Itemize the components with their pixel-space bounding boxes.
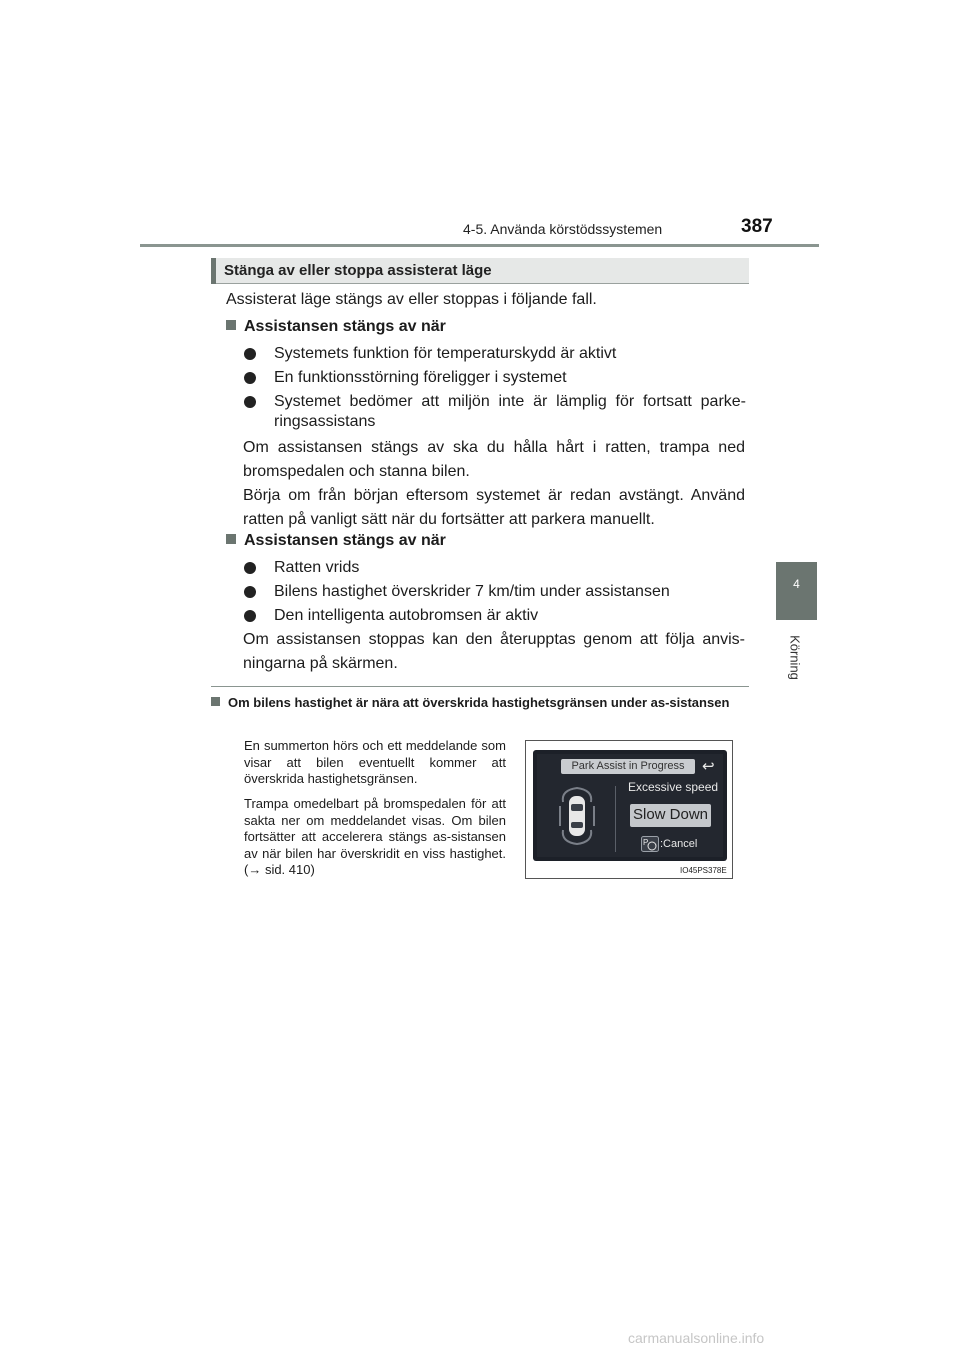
list-item-continuation: ringsassistans [274, 413, 376, 430]
figure-code: IO45PS378E [680, 866, 727, 875]
square-marker-icon [211, 697, 220, 706]
chapter-title: 4-5. Använda körstödssystemen [463, 221, 663, 237]
paragraph: Om assistansen stoppas kan den återupptas genom att följa anvis-ningarna på skärmen. [243, 631, 745, 672]
cancel-label: :Cancel [660, 838, 698, 850]
subsection-heading-1: Assistansen stängs av när [226, 318, 446, 336]
back-arrow-icon: ↩ [702, 758, 715, 775]
excessive-speed-message: Excessive speed [628, 780, 719, 794]
slow-down-text: Slow Down [632, 806, 709, 823]
screen-divider [615, 786, 616, 852]
chapter-tab-label: Körning [787, 635, 803, 680]
bullet-icon [244, 586, 256, 598]
svg-text:P: P [643, 838, 649, 847]
bullet-icon [244, 372, 256, 384]
car-top-view-icon [557, 784, 597, 848]
chapter-tab-number: 4 [793, 577, 800, 591]
subsection-heading-2: Assistansen stängs av när [226, 532, 446, 550]
bullet-icon [244, 610, 256, 622]
section-end-rule [211, 686, 749, 687]
paragraph: Börja om från början eftersom systemet är redan avstängt. Använd ratten på vanligt sätt när du fortsätter att parkera manuellt. [243, 487, 745, 528]
parking-brake-icon [641, 836, 659, 852]
note-paragraph-2: Trampa omedelbart på bromspedalen för att sakta ner om meddelandet visas. Om bilen fortsätter att accelerera stängs as-sistansen av när bilen har överskridit en viss hastighet. (→ sid. 410) [244, 796, 506, 877]
bullet-icon [244, 348, 256, 360]
section-heading-accent [211, 258, 216, 284]
square-marker-icon [226, 320, 236, 330]
footer-watermark: carmanualsonline.info [628, 1330, 765, 1346]
header-rule [140, 244, 819, 247]
bullet-icon [244, 396, 256, 408]
section-title: Stänga av eller stoppa assisterat läge [224, 262, 492, 279]
note-paragraph-1: En summerton hörs och ett meddelande som visar att bilen eventuellt kommer att överskrida hastighetsgränsen. [244, 738, 506, 786]
paragraph: Om assistansen stängs av ska du hålla hårt i ratten, trampa ned bromspedalen och stanna bilen. [243, 439, 745, 480]
square-marker-icon [226, 534, 236, 544]
page-number: 387 [741, 216, 773, 237]
screen-banner-text: Park Assist in Progress [571, 760, 685, 772]
section-intro: Assisterat läge stängs av eller stoppas i följande fall. [226, 291, 597, 308]
chapter-side-tab [776, 562, 817, 620]
note-title: Om bilens hastighet är nära att överskrida hastighetsgränsen under as-sistansen [211, 694, 751, 711]
bullet-icon [244, 562, 256, 574]
